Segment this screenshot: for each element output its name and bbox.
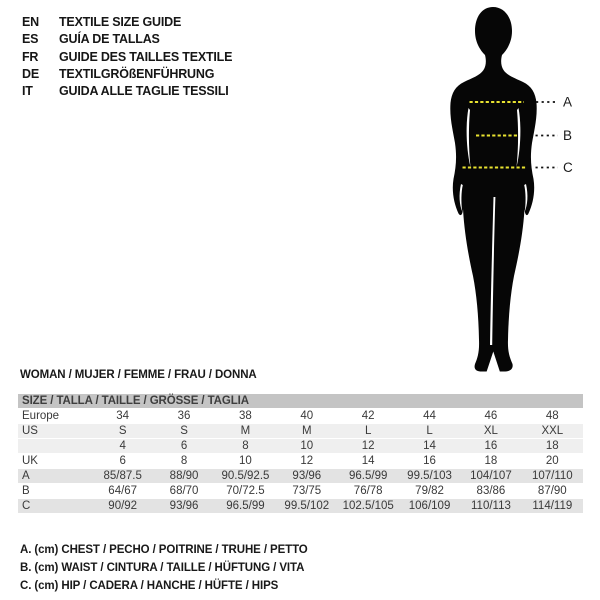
table-cell: 4 <box>119 440 126 452</box>
table-row <box>18 409 583 423</box>
row-label: US <box>22 425 38 437</box>
table-cell: 38 <box>239 410 252 422</box>
table-cell: 76/78 <box>353 485 383 497</box>
table-cell: 102.5/105 <box>342 500 394 512</box>
section-title: WOMAN / MUJER / FEMME / FRAU / DONNA <box>20 369 257 381</box>
table-cell: 18 <box>484 455 498 467</box>
table-cell: 18 <box>545 440 559 452</box>
table-cell: 36 <box>177 410 191 422</box>
table-cell: M <box>302 425 312 437</box>
table-cell: 90/92 <box>108 500 138 512</box>
legend-line-waist: B. (cm) WAIST / CINTURA / TAILLE / HÜFTUNG / VITA <box>20 562 305 574</box>
marker-label-b: B <box>563 128 573 143</box>
table-cell: 99.5/103 <box>407 470 452 482</box>
table-cell: 42 <box>361 410 375 422</box>
table-cell: 110/113 <box>471 500 511 512</box>
table-cell: 46 <box>484 410 498 422</box>
table-cell: L <box>426 425 433 437</box>
table-cell: S <box>180 425 188 437</box>
size-table-rows <box>18 409 583 513</box>
table-row <box>18 439 583 453</box>
table-cell: 20 <box>545 455 559 467</box>
language-code: ES <box>22 32 39 47</box>
table-cell: 14 <box>361 455 375 467</box>
table-cell: 83/86 <box>476 485 506 497</box>
table-cell: M <box>240 425 251 437</box>
table-row <box>18 499 583 513</box>
table-cell: 104/107 <box>470 470 512 482</box>
table-cell: 48 <box>545 410 559 422</box>
table-cell: 114/119 <box>532 500 573 512</box>
table-cell: 16 <box>423 455 436 467</box>
language-code: DE <box>22 66 39 81</box>
language-code: IT <box>22 84 33 99</box>
table-cell: L <box>364 425 372 437</box>
table-cell: 40 <box>300 410 314 422</box>
table-cell: 73/75 <box>292 485 322 497</box>
table-row <box>18 424 583 438</box>
table-cell: 12 <box>361 440 375 452</box>
size-table <box>18 394 583 514</box>
language-label: TEXTILE SIZE GUIDE <box>59 15 182 29</box>
language-label: TEXTILGRÖßENFÜHRUNG <box>59 66 215 81</box>
language-label: GUIDA ALLE TAGLIE TESSILI <box>59 84 229 99</box>
table-cell: S <box>118 425 127 437</box>
table-row <box>18 484 583 498</box>
table-cell: 87/90 <box>537 485 567 497</box>
table-cell: 85/87.5 <box>103 470 142 482</box>
table-cell: 44 <box>423 410 436 422</box>
row-label: C <box>22 500 31 512</box>
table-cell: 68/70 <box>169 485 199 497</box>
language-code: EN <box>22 15 39 29</box>
row-label: UK <box>22 455 38 467</box>
legend-line-hip: C. (cm) HIP / CADERA / HANCHE / HÜFTE / HIPS <box>20 580 279 592</box>
table-cell: 8 <box>242 440 249 452</box>
table-cell: 93/96 <box>169 500 199 512</box>
table-cell: 99.5/102 <box>284 500 330 512</box>
language-row <box>22 14 232 31</box>
language-row <box>22 31 232 48</box>
table-cell: 70/72.5 <box>226 485 265 497</box>
language-title-block <box>22 14 232 100</box>
row-label: Europe <box>22 410 60 422</box>
measurement-legend <box>20 541 308 595</box>
table-cell: 96.5/99 <box>349 470 388 482</box>
table-cell: 6 <box>119 455 126 467</box>
row-label <box>18 439 92 453</box>
table-cell: 16 <box>484 440 498 452</box>
table-cell: 8 <box>180 455 188 467</box>
table-cell: 10 <box>300 440 314 452</box>
table-cell: XL <box>483 425 498 437</box>
marker-label-c: C <box>563 160 573 175</box>
table-cell: 34 <box>116 410 130 422</box>
table-row <box>18 454 583 468</box>
table-cell: 10 <box>239 455 252 467</box>
language-label: GUIDE DES TAILLES TEXTILE <box>59 49 233 64</box>
row-label: B <box>22 485 30 497</box>
row-label: A <box>22 470 30 482</box>
table-cell: 93/96 <box>292 470 322 482</box>
language-row <box>22 66 232 83</box>
woman-silhouette-diagram <box>400 0 600 380</box>
language-row <box>22 49 232 66</box>
language-row <box>22 83 232 100</box>
table-header: SIZE / TALLA / TAILLE / GRÖSSE / TAGLIA <box>18 394 583 408</box>
table-cell: 6 <box>180 440 188 452</box>
legend-line-chest: A. (cm) CHEST / PECHO / POITRINE / TRUHE / PETTO <box>20 544 308 556</box>
table-cell: XXL <box>541 425 564 437</box>
table-cell: 64/67 <box>108 485 138 497</box>
table-cell: 106/109 <box>408 500 451 512</box>
language-label: GUÍA DE TALLAS <box>59 32 160 47</box>
table-cell: 88/90 <box>169 470 199 482</box>
table-cell: 12 <box>300 455 314 467</box>
language-code: FR <box>22 49 39 64</box>
marker-label-a: A <box>563 94 573 110</box>
table-cell: 79/82 <box>415 485 444 497</box>
woman-silhouette <box>450 7 536 372</box>
table-cell: 14 <box>423 440 436 452</box>
table-cell: 96.5/99 <box>226 500 265 512</box>
table-row <box>18 469 583 483</box>
table-cell: 90.5/92.5 <box>221 470 270 482</box>
table-cell: 107/110 <box>531 470 573 482</box>
